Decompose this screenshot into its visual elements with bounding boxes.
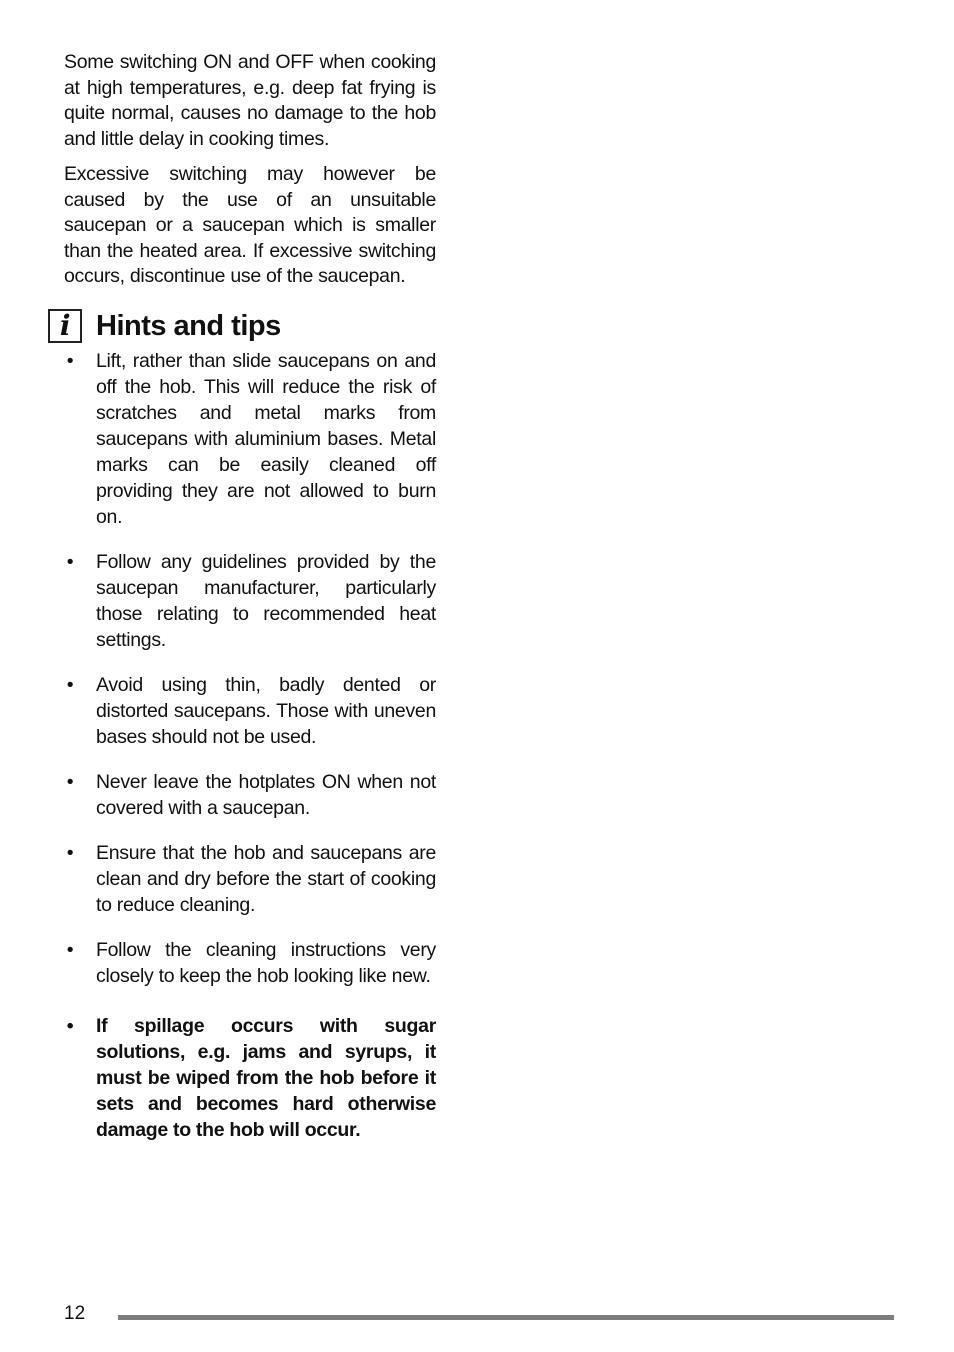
bullet: •	[66, 673, 74, 696]
bullet: •	[66, 349, 74, 372]
intro-paragraph: Some switching ON and OFF when cooking at high temperatures, e.g. deep fat frying is quite normal, causes no damage to the hob and little delay in cooking times.	[64, 51, 436, 150]
bullet: •	[66, 550, 74, 573]
page-number: 12	[64, 1303, 86, 1324]
bullet: •	[66, 1014, 74, 1037]
bullet: •	[66, 770, 74, 793]
list-item	[64, 348, 436, 530]
list-item-text: Lift, rather than slide saucepans on and off the hob. This will reduce the risk of scratches and metal marks from saucepans with aluminium bases. Metal marks can be easily cleaned off providing they are not allowed to burn on.	[96, 349, 436, 528]
list-item-text: Follow the cleaning instructions very closely to keep the hob looking like new.	[96, 938, 436, 987]
main-column	[59, 50, 436, 1162]
list-item-text: Ensure that the hob and saucepans are clean and dry before the start of cooking to reduce cleaning.	[96, 841, 436, 916]
warning-list-item	[64, 1013, 436, 1143]
intro-paragraph: Excessive switching may however be caused by the use of an unsuitable saucepan or a saucepan which is smaller than the heated area. If excessive switching occurs, discontinue use of the saucepan.	[64, 163, 436, 287]
list-item	[64, 549, 436, 653]
list-item-text: Follow any guidelines provided by the saucepan manufacturer, particularly those relating to recommended heat settings.	[96, 550, 436, 651]
section-header	[59, 308, 436, 348]
bullet: •	[66, 841, 74, 864]
list-item	[64, 769, 436, 821]
list-item-text: Never leave the hotplates ON when not covered with a saucepan.	[96, 770, 436, 819]
bullet: •	[66, 938, 74, 961]
footer-rule	[118, 1315, 894, 1320]
list-item-text: Avoid using thin, badly dented or distorted saucepans. Those with uneven bases should not be used.	[96, 673, 436, 748]
section-title: Hints and tips	[96, 309, 281, 342]
list-item	[64, 840, 436, 918]
tips-list	[64, 348, 436, 1143]
info-icon: i	[48, 309, 82, 343]
warning-text: If spillage occurs with sugar solutions, e.g. jams and syrups, it must be wiped from the hob before it sets and becomes hard otherwise damage to the hob will occur.	[96, 1014, 436, 1141]
list-item	[64, 672, 436, 750]
list-item	[64, 937, 436, 989]
